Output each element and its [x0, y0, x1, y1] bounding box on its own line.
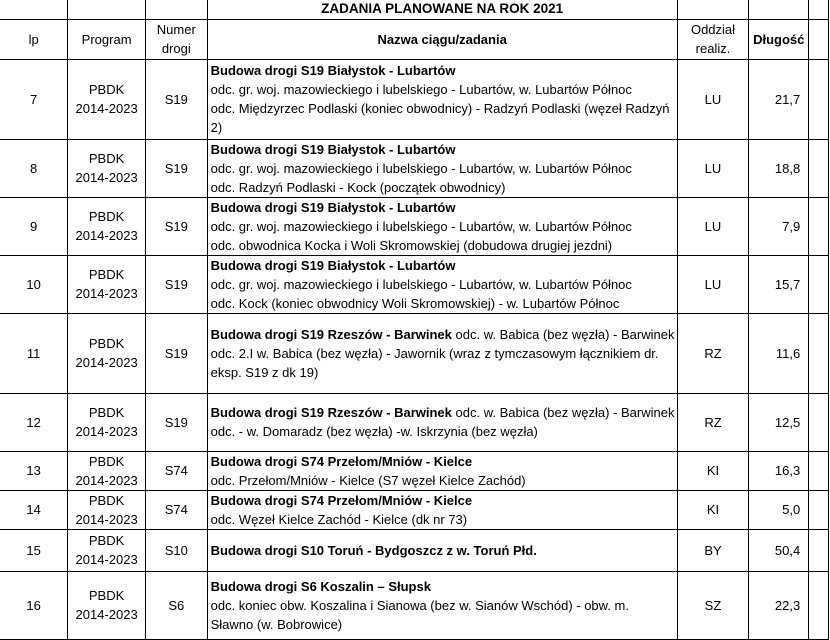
empty-cell: [809, 571, 829, 639]
program-years: 2014-2023: [75, 511, 138, 527]
cell-task-name: [207, 255, 677, 313]
header-program: Program: [68, 19, 146, 59]
cell-road-number: S19: [145, 393, 207, 451]
table-row: [0, 490, 829, 529]
cell-branch: LU: [677, 197, 749, 255]
task-section: odc. obwodnica Kocka i Woli Skromowskiej (dobudowa drugiej jezdni): [210, 237, 613, 253]
cell-branch: SZ: [677, 571, 749, 639]
cell-program: [68, 529, 146, 571]
task-section: odc. w. Babica (bez węzła) - Barwinek odc. - w. Domaradz (bez węzła) -w. Iskrzynia (bez węzła): [210, 405, 675, 439]
task-title: Budowa drogi S10 Toruń - Bydgoszcz z w. Toruń Płd.: [210, 542, 537, 558]
program-name: PBDK: [88, 533, 125, 548]
title-row: [0, 0, 829, 19]
cell-task-name: [207, 393, 677, 451]
cell-road-number: S10: [145, 529, 207, 571]
program-years: 2014-2023: [75, 101, 138, 116]
program-years: 2014-2023: [75, 170, 138, 185]
header-nazwa: Nazwa ciągu/zadania: [207, 19, 677, 59]
cell-task-name: [207, 571, 677, 639]
cell-task-name: [207, 490, 677, 529]
program-name: PBDK: [88, 82, 125, 97]
program-name: PBDK: [88, 453, 125, 469]
table-title: ZADANIA PLANOWANE NA ROK 2021: [207, 0, 677, 19]
task-title: Budowa drogi S19 Białystok - Lubartów: [210, 63, 456, 78]
empty-cell: [809, 313, 829, 393]
empty-cell: [809, 255, 829, 313]
program-years: 2014-2023: [75, 228, 138, 243]
task-title: Budowa drogi S74 Przełom/Mniów - Kielce: [210, 492, 473, 508]
cell-length: 21,7: [749, 59, 809, 139]
cell-program: [68, 197, 146, 255]
cell-lp: 14: [0, 490, 68, 529]
task-title: Budowa drogi S19 Rzeszów - Barwinek: [210, 326, 452, 342]
program-name: PBDK: [88, 151, 125, 166]
table-row: [0, 393, 829, 451]
cell-lp: 10: [0, 255, 68, 313]
cell-road-number: S19: [145, 139, 207, 197]
task-section: odc. Radzyń Podlaski - Kock (początek obwodnicy): [210, 179, 506, 195]
task-section: odc. koniec obw. Koszalina i Sianowa (bez w. Sianów Wschód) - obw. m. Sławno (w. Bobrowice): [210, 597, 629, 632]
empty-cell: [809, 451, 829, 490]
cell-length: 15,7: [749, 255, 809, 313]
cell-program: [68, 571, 146, 639]
task-section: odc. gr. woj. mazowieckiego i lubelskiego - Lubartów, w. Lubartów Północ: [210, 82, 632, 97]
cell-length: 7,9: [749, 197, 809, 255]
table-row: [0, 451, 829, 490]
cell-branch: RZ: [677, 313, 749, 393]
empty-cell: [809, 529, 829, 571]
task-title: Budowa drogi S19 Białystok - Lubartów: [210, 199, 456, 215]
task-title: Budowa drogi S19 Białystok - Lubartów: [210, 141, 456, 157]
cell-length: 12,5: [749, 393, 809, 451]
program-name: PBDK: [88, 336, 125, 351]
cell-lp: 16: [0, 571, 68, 639]
task-section: odc. gr. woj. mazowieckiego i lubelskiego - Lubartów, w. Lubartów Północ: [210, 276, 632, 292]
cell-road-number: S74: [145, 451, 207, 490]
cell-lp: 13: [0, 451, 68, 490]
task-section: odc. gr. woj. mazowieckiego i lubelskiego - Lubartów, w. Lubartów Północ: [210, 160, 632, 176]
task-section: odc. gr. woj. mazowieckiego i lubelskiego - Lubartów, w. Lubartów Północ: [210, 218, 632, 234]
cell-program: [68, 313, 146, 393]
header-oddzial: Oddział realiz.: [677, 19, 749, 59]
task-section: odc. w. Babica (bez węzła) - Barwinek odc. 2.I w. Babica (bez węzła) - Jawornik (wraz z tymczasowym łącznikiem dr. eksp. S19 z dk 19): [210, 326, 675, 380]
cell-length: 5,0: [749, 490, 809, 529]
table-row: [0, 529, 829, 571]
header-dlugosc: Długość: [749, 19, 809, 59]
table-row: [0, 571, 829, 639]
task-title: Budowa drogi S6 Koszalin – Słupsk: [210, 578, 431, 594]
cell-task-name: [207, 139, 677, 197]
cell-program: [68, 59, 146, 139]
cell-program: [68, 255, 146, 313]
program-name: PBDK: [88, 209, 125, 224]
empty-cell: [809, 59, 829, 139]
cell-task-name: [207, 529, 677, 571]
cell-length: 18,8: [749, 139, 809, 197]
table-row: [0, 197, 829, 255]
cell-task-name: [207, 197, 677, 255]
task-title: Budowa drogi S19 Białystok - Lubartów: [210, 257, 456, 273]
cell-branch: LU: [677, 139, 749, 197]
header-numer-drogi: Numer drogi: [145, 19, 207, 59]
cell-branch: KI: [677, 451, 749, 490]
cell-length: 16,3: [749, 451, 809, 490]
header-row: [0, 19, 829, 59]
cell-task-name: [207, 451, 677, 490]
cell-program: [68, 139, 146, 197]
task-title: Budowa drogi S74 Przełom/Mniów - Kielce: [210, 453, 473, 469]
table-row: [0, 313, 829, 393]
header-lp: lp: [0, 19, 68, 59]
cell-branch: KI: [677, 490, 749, 529]
cell-branch: BY: [677, 529, 749, 571]
cell-lp: 7: [0, 59, 68, 139]
cell-road-number: S74: [145, 490, 207, 529]
cell-lp: 9: [0, 197, 68, 255]
cell-road-number: S19: [145, 197, 207, 255]
program-name: PBDK: [88, 588, 125, 603]
program-years: 2014-2023: [75, 607, 138, 622]
cell-lp: 11: [0, 313, 68, 393]
program-name: PBDK: [88, 267, 125, 282]
cell-program: [68, 490, 146, 529]
program-years: 2014-2023: [75, 552, 138, 567]
cell-road-number: S19: [145, 59, 207, 139]
cell-road-number: S19: [145, 313, 207, 393]
empty-cell: [809, 197, 829, 255]
task-section: odc. Węzeł Kielce Zachód - Kielce (dk nr 73): [210, 511, 468, 527]
program-years: 2014-2023: [75, 424, 138, 439]
table-row: [0, 255, 829, 313]
task-section: odc. Międzyrzec Podlaski (koniec obwodnicy) - Radzyń Podlaski (węzeł Radzyń 2): [210, 101, 670, 135]
empty-cell: [809, 393, 829, 451]
table-row: [0, 139, 829, 197]
cell-lp: 15: [0, 529, 68, 571]
cell-branch: LU: [677, 255, 749, 313]
cell-length: 11,6: [749, 313, 809, 393]
cell-task-name: [207, 313, 677, 393]
cell-program: [68, 393, 146, 451]
program-name: PBDK: [88, 405, 125, 420]
cell-lp: 12: [0, 393, 68, 451]
cell-branch: LU: [677, 59, 749, 139]
task-section: odc. Przełom/Mniów - Kielce (S7 węzeł Kielce Zachód): [210, 472, 526, 488]
cell-program: [68, 451, 146, 490]
program-years: 2014-2023: [75, 472, 138, 488]
cell-task-name: [207, 59, 677, 139]
cell-road-number: S6: [145, 571, 207, 639]
task-section: odc. Kock (koniec obwodnicy Woli Skromowskiej) - w. Lubartów Północ: [210, 295, 620, 311]
program-name: PBDK: [88, 492, 125, 508]
table-row: [0, 59, 829, 139]
empty-cell: [809, 490, 829, 529]
program-years: 2014-2023: [75, 286, 138, 301]
cell-length: 50,4: [749, 529, 809, 571]
cell-length: 22,3: [749, 571, 809, 639]
cell-branch: RZ: [677, 393, 749, 451]
task-title: Budowa drogi S19 Rzeszów - Barwinek: [210, 405, 452, 420]
cell-road-number: S19: [145, 255, 207, 313]
program-years: 2014-2023: [75, 355, 138, 370]
empty-cell: [809, 139, 829, 197]
cell-lp: 8: [0, 139, 68, 197]
